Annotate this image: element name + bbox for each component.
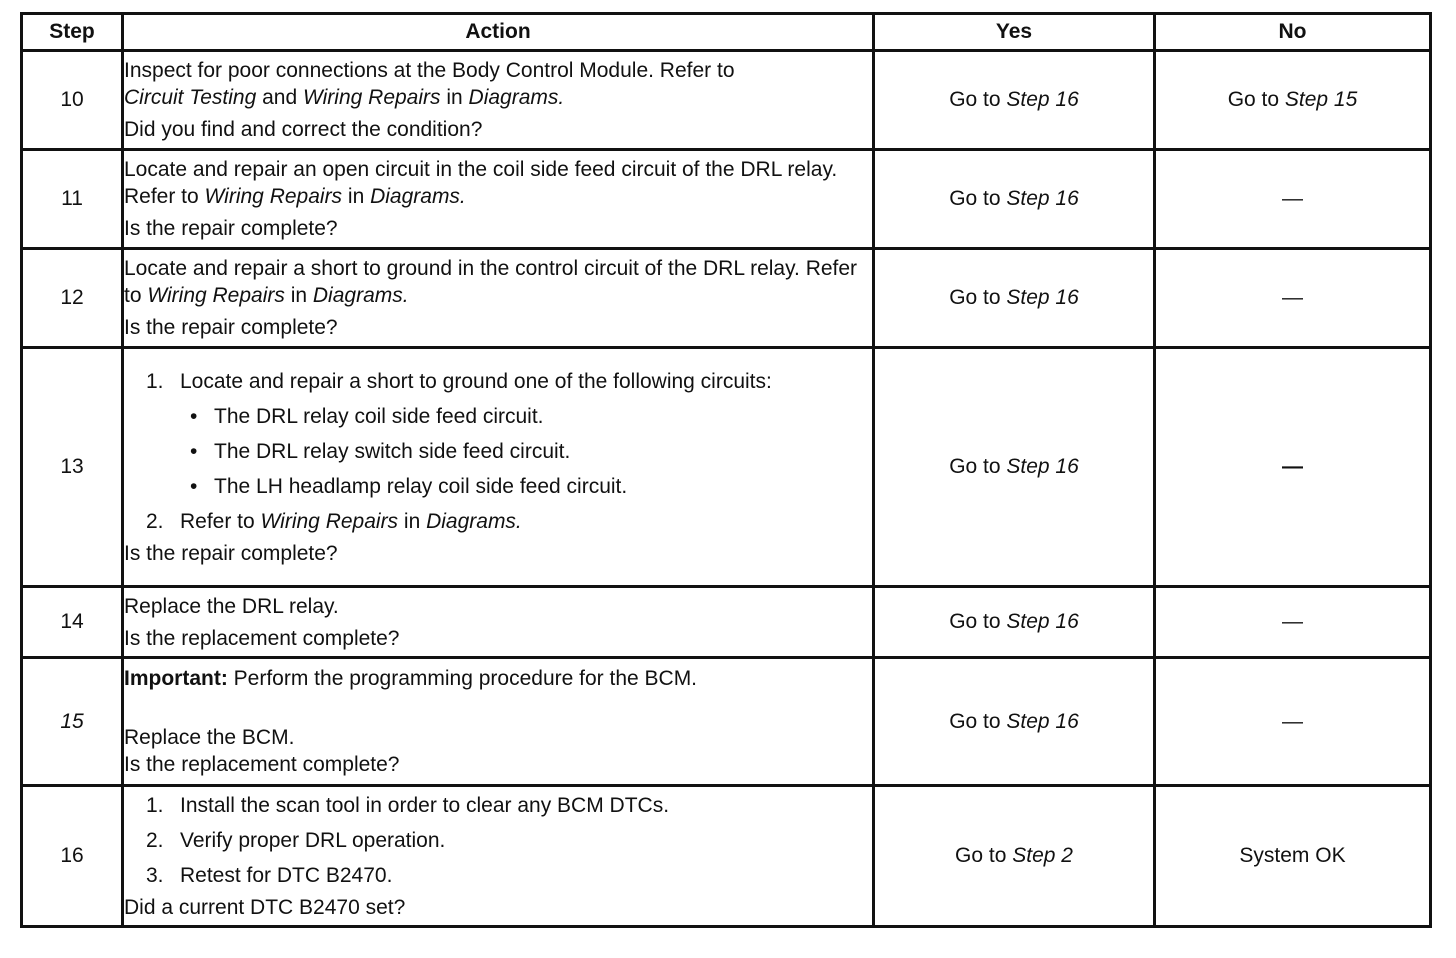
action-cell — [123, 587, 874, 658]
bullet-item: • The LH headlamp relay coil side feed circuit. — [190, 474, 628, 498]
bullet-item: • The DRL relay coil side feed circuit. — [190, 404, 544, 428]
header-no: No — [1155, 14, 1431, 51]
numbered-item: 3. Retest for DTC B2470. — [146, 863, 393, 887]
numbered-item: 2. Refer to Wiring Repairs in Diagrams. — [146, 509, 522, 533]
yes-cell: Go to Step 16 — [874, 348, 1155, 587]
table-row — [22, 249, 1431, 348]
numbered-item: 2. Verify proper DRL operation. — [146, 828, 446, 852]
step-number: 15 — [22, 658, 123, 786]
action-text: Replace the BCM. — [124, 726, 295, 749]
step-number: 14 — [22, 587, 123, 658]
step-number: 10 — [22, 51, 123, 150]
no-cell: — — [1155, 150, 1431, 249]
action-cell — [123, 150, 874, 249]
table-row — [22, 658, 1431, 786]
question-text: Is the replacement complete? — [124, 753, 400, 776]
no-cell: — — [1155, 658, 1431, 786]
diagnostic-table — [20, 12, 1432, 928]
step-number: 13 — [22, 348, 123, 587]
action-cell — [123, 51, 874, 150]
table-row — [22, 51, 1431, 150]
question-text: Is the repair complete? — [124, 217, 338, 240]
step-number: 12 — [22, 249, 123, 348]
header-yes: Yes — [874, 14, 1155, 51]
header-step: Step — [22, 14, 123, 51]
no-cell: — — [1155, 249, 1431, 348]
step-number: 11 — [22, 150, 123, 249]
yes-cell: Go to Step 16 — [874, 249, 1155, 348]
action-text: Replace the DRL relay. — [124, 594, 339, 618]
header-action: Action — [123, 14, 874, 51]
action-text: Locate and repair an open circuit in the coil side feed circuit of the DRL relay. Refer to Wiring Repairs in Diagrams. — [124, 158, 838, 208]
yes-cell: Go to Step 16 — [874, 587, 1155, 658]
table-row — [22, 348, 1431, 587]
bullet-item: • The DRL relay switch side feed circuit. — [190, 439, 571, 463]
yes-cell: Go to Step 16 — [874, 51, 1155, 150]
question-text: Is the repair complete? — [124, 316, 338, 339]
question-text: Is the repair complete? — [124, 541, 338, 565]
numbered-item: 1. Install the scan tool in order to clear any BCM DTCs. — [146, 793, 670, 817]
yes-cell: Go to Step 16 — [874, 150, 1155, 249]
action-text: Locate and repair a short to ground in the control circuit of the DRL relay. Refer to Wiring Repairs in Diagrams. — [124, 257, 858, 307]
action-text: Inspect for poor connections at the Body Control Module. Refer to Circuit Testing and Wiring Repairs in Diagrams. — [124, 59, 735, 109]
no-cell: System OK — [1155, 786, 1431, 927]
header-row — [22, 14, 1431, 51]
action-cell — [123, 348, 874, 587]
yes-cell: Go to Step 16 — [874, 658, 1155, 786]
question-text: Is the replacement complete? — [124, 626, 400, 650]
no-cell: Go to Step 15 — [1155, 51, 1431, 150]
important-note: Important: Perform the programming procedure for the BCM. — [124, 667, 698, 690]
action-cell — [123, 658, 874, 786]
no-cell: — — [1155, 587, 1431, 658]
question-text: Did you find and correct the condition? — [124, 118, 483, 141]
no-cell: — — [1155, 348, 1431, 587]
table-row — [22, 786, 1431, 927]
action-cell — [123, 249, 874, 348]
numbered-item: 1. Locate and repair a short to ground one of the following circuits: — [146, 369, 772, 393]
table-row — [22, 150, 1431, 249]
action-cell — [123, 786, 874, 927]
table-row — [22, 587, 1431, 658]
question-text: Did a current DTC B2470 set? — [124, 895, 406, 919]
yes-cell: Go to Step 2 — [874, 786, 1155, 927]
step-number: 16 — [22, 786, 123, 927]
